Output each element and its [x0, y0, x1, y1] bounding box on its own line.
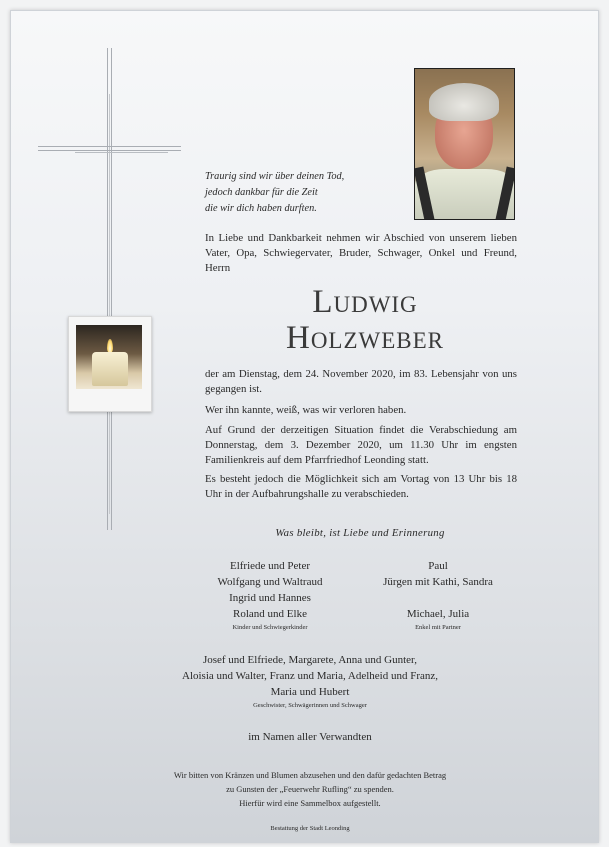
family-spacer [358, 590, 518, 606]
funeral-home: Bestattung der Stadt Leonding [270, 825, 350, 832]
deceased-first-name: Ludwig [312, 284, 418, 320]
family-line: Elfriede und Peter [229, 560, 311, 572]
poem-line: jedoch dankbar für die Zeit [205, 187, 318, 198]
candle-flame [107, 339, 113, 353]
siblings-caption: Geschwister, Schwägerinnen und Schwager [253, 702, 367, 709]
poem-line: die wir dich haben durften. [205, 203, 317, 214]
family-caption: Enkel mit Partner [415, 624, 461, 631]
donation-line: Wir bitten von Kränzen und Blumen abzusehen und den dafür gedachten Betrag [173, 770, 447, 780]
donation-line: Hierfür wird eine Sammelbox aufgestellt. [239, 798, 381, 808]
grandchildren-list [358, 558, 518, 633]
candle-photo [76, 325, 142, 389]
donation-line: zu Gunsten der „Feuerwehr Rufling“ zu spenden. [226, 784, 394, 794]
poem [205, 169, 344, 217]
portrait-photo [414, 68, 515, 220]
children-list [190, 558, 350, 633]
donation-note [120, 768, 500, 810]
death-date-paragraph [205, 367, 517, 397]
paragraph-text: Wer ihn kannte, weiß, was wir verloren haben. [205, 404, 407, 416]
cross-horizontal-bar [38, 146, 181, 151]
family-line: Roland und Elke [233, 608, 307, 620]
remembrance-paragraph [205, 403, 517, 418]
candle-body [92, 352, 128, 386]
paragraph-text: der am Dienstag, dem 24. November 2020, im 83. Lebensjahr von uns gegangen ist. [205, 368, 517, 395]
candle-image [68, 316, 152, 412]
family-line: Jürgen mit Kathi, Sandra [383, 576, 493, 588]
paragraph-text: Es besteht jedoch die Möglichkeit sich am Vortag von 13 Uhr bis 18 Uhr in der Aufbahrungshalle zu verabschieden. [205, 473, 517, 500]
intro-text: In Liebe und Dankbarkeit nehmen wir Abschied von unserem lieben Vater, Opa, Schwiegervater, Bruder, Schwager, Onkel und Freund, Herrn [205, 232, 517, 274]
relatives-line: im Namen aller Verwandten [248, 731, 372, 743]
family-line: Wolfgang und Waltraud [217, 576, 323, 588]
funeral-info-paragraph [205, 423, 517, 468]
siblings-list [120, 652, 500, 711]
cross-horizontal-inner-line [75, 152, 168, 153]
viewing-info-paragraph [205, 472, 517, 502]
family-line: Paul [428, 560, 448, 572]
family-caption: Kinder und Schwiegerkinder [232, 624, 308, 631]
cross-vertical-inner-line [109, 94, 110, 514]
poem-line: Traurig sind wir über deinen Tod, [205, 171, 345, 182]
portrait-hair [429, 83, 499, 121]
deceased-last-name: Holzweber [285, 320, 445, 356]
paragraph-text: Auf Grund der derzeitigen Situation findet die Verabschiedung am Donnerstag, dem 3. Dezember 2020, um 11.30 Uhr im engsten Familienkreis auf dem Pfarrfriedhof Leonding statt. [205, 424, 517, 466]
family-line: Michael, Julia [406, 608, 470, 620]
motto: Was bleibt, ist Liebe und Erinnerung [275, 527, 445, 539]
siblings-line: Maria und Hubert [270, 686, 350, 698]
siblings-line: Josef und Elfriede, Margarete, Anna und Gunter, [202, 654, 418, 666]
family-line: Ingrid und Hannes [229, 592, 311, 604]
siblings-line: Aloisia und Walter, Franz und Maria, Adelheid und Franz, [182, 670, 438, 682]
